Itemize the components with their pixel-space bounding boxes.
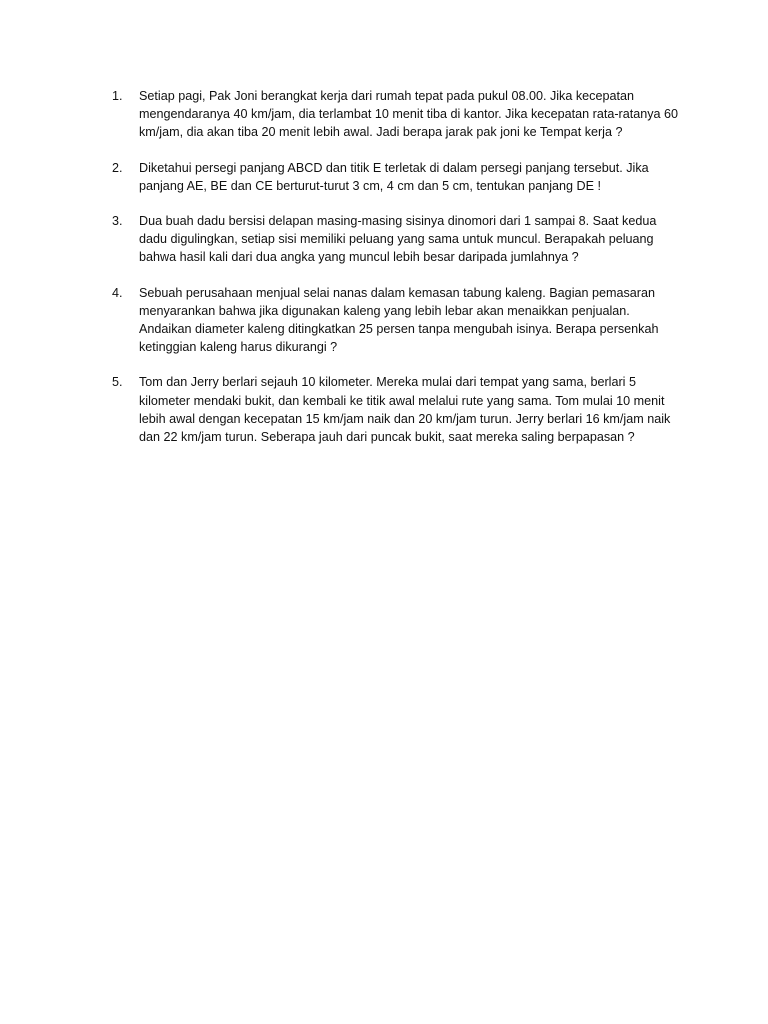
question-text: Setiap pagi, Pak Joni berangkat kerja dari rumah tepat pada pukul 08.00. Jika kecepatan mengendaranya 40 km/jam, dia terlambat 10 menit tiba di kantor. Jika kecepatan rata-ratanya 60 km/jam, dia akan tiba 20 menit lebih awal. Jadi berapa jarak pak joni ke Tempat kerja ? [139, 89, 679, 140]
question-number: 1. [112, 89, 123, 103]
question-item-1 [112, 87, 682, 142]
question-text: Diketahui persegi panjang ABCD dan titik E terletak di dalam persegi panjang tersebut. Jika panjang AE, BE dan CE berturut-turut 3 cm, 4 cm dan 5 cm, tentukan panjang DE ! [139, 160, 649, 193]
question-item-4 [112, 284, 682, 357]
question-number: 2. [112, 160, 123, 175]
question-number: 5. [112, 375, 123, 390]
question-item-5 [112, 373, 682, 446]
question-text: Dua buah dadu bersisi delapan masing-masing sisinya dinomori dari 1 sampai 8. Saat kedua dadu digulingkan, setiap sisi memiliki peluang yang sama untuk muncul. Berapakah peluang bahwa hasil kali dari dua angka yang muncul lebih besar daripada jumlahnya ? [139, 214, 657, 265]
question-list [112, 87, 682, 463]
question-item-2 [112, 159, 682, 195]
question-number: 3. [112, 214, 123, 229]
question-text: Tom dan Jerry berlari sejauh 10 kilometer. Mereka mulai dari tempat yang sama, berlari 5 kilometer mendaki bukit, dan kembali ke titik awal melalui rute yang sama. Tom mulai 10 menit lebih awal dengan kecepatan 15 km/jam naik dan 20 km/jam turun. Jerry berlari 16 km/jam naik dan 22 km/jam turun. Seberapa jauh dari puncak bukit, saat mereka saling berpapasan ? [139, 375, 671, 445]
question-number: 4. [112, 285, 123, 300]
question-text: Sebuah perusahaan menjual selai nanas dalam kemasan tabung kaleng. Bagian pemasaran menyarankan bahwa jika digunakan kaleng yang lebih lebar akan menaikkan penjualan. Andaikan diameter kaleng ditingkatkan 25 persen tanpa mengubah isinya. Berapa persenkah ketinggian kaleng harus dikurangi ? [139, 285, 659, 355]
question-item-3 [112, 212, 682, 267]
